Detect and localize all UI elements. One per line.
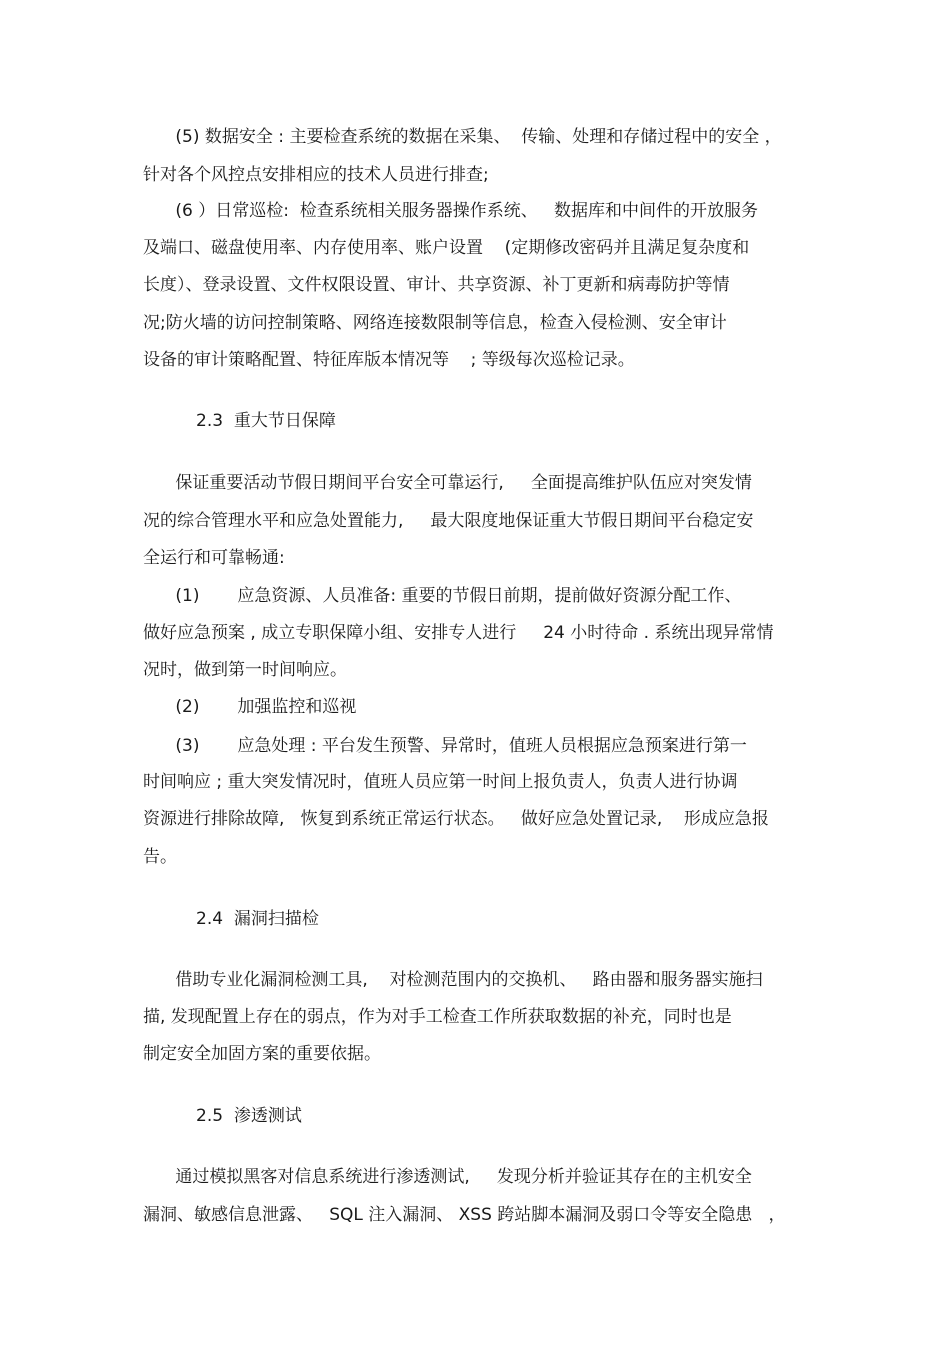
paragraph-line: 做好应急预案 , 成立专职保障小组、安排专人进行 24 小时待命 . 系统出现异常情 [143, 623, 774, 643]
section-heading: 2.4 漏洞扫描检 [196, 909, 319, 929]
paragraph-line: 全运行和可靠畅通: [143, 548, 285, 568]
paragraph-line: 况;防火墙的访问控制策略、网络连接数限制等信息，检查入侵检测、安全审计 [143, 313, 727, 333]
paragraph-line: (5) 数据安全 : 主要检查系统的数据在采集、 传输、处理和存储过程中的安全 ， [143, 127, 782, 147]
paragraph-line: 设备的审计策略配置、特征库版本情况等 ; 等级每次巡检记录。 [143, 350, 635, 370]
paragraph-line: 借助专业化漏洞检测工具, 对检测范围内的交换机、 路由器和服务器实施扫 [143, 970, 763, 990]
paragraph-line: (6 ）日常巡检: 检查系统相关服务器操作系统、 数据库和中间件的开放服务 [143, 201, 759, 221]
paragraph-line: 描, 发现配置上存在的弱点，作为对手工检查工作所获取数据的补充，同时也是 [143, 1007, 732, 1027]
paragraph-line: 漏洞、敏感信息泄露、 SQL 注入漏洞、 XSS 跨站脚本漏洞及弱口令等安全隐患 ， [143, 1205, 786, 1225]
paragraph-line: 时间响应 ; 重大突发情况时，值班人员应第一时间上报负责人，负责人进行协调 [143, 772, 738, 792]
paragraph-line: 长度）、登录设置、文件权限设置、审计、共享资源、补丁更新和病毒防护等情 [143, 275, 730, 295]
paragraph-line: 况时，做到第一时间响应。 [143, 660, 347, 680]
paragraph-line: 通过模拟黑客对信息系统进行渗透测试, 发现分析并验证其存在的主机安全 [143, 1167, 752, 1187]
paragraph-line: 及端口、磁盘使用率、内存使用率、账户设置 (定期修改密码并且满足复杂度和 [143, 238, 750, 258]
paragraph-line: (2) 加强监控和巡视 [143, 697, 357, 717]
section-heading: 2.3 重大节日保障 [196, 411, 336, 431]
paragraph-line: 况的综合管理水平和应急处置能力, 最大限度地保证重大节假日期间平台稳定安 [143, 511, 754, 531]
paragraph-line: 告。 [143, 847, 177, 867]
paragraph-line: (3) 应急处理 : 平台发生预警、异常时，值班人员根据应急预案进行第一 [143, 736, 747, 756]
section-heading: 2.5 渗透测试 [196, 1106, 302, 1126]
paragraph-line: 制定安全加固方案的重要依据。 [143, 1044, 381, 1064]
paragraph-line: (1) 应急资源、人员准备: 重要的节假日前期，提前做好资源分配工作、 [143, 586, 742, 606]
paragraph-line: 资源进行排除故障, 恢复到系统正常运行状态。 做好应急处置记录, 形成应急报 [143, 809, 769, 829]
paragraph-line: 针对各个风控点安排相应的技术人员进行排查; [143, 165, 489, 185]
paragraph-line: 保证重要活动节假日期间平台安全可靠运行, 全面提高维护队伍应对突发情 [143, 473, 752, 493]
